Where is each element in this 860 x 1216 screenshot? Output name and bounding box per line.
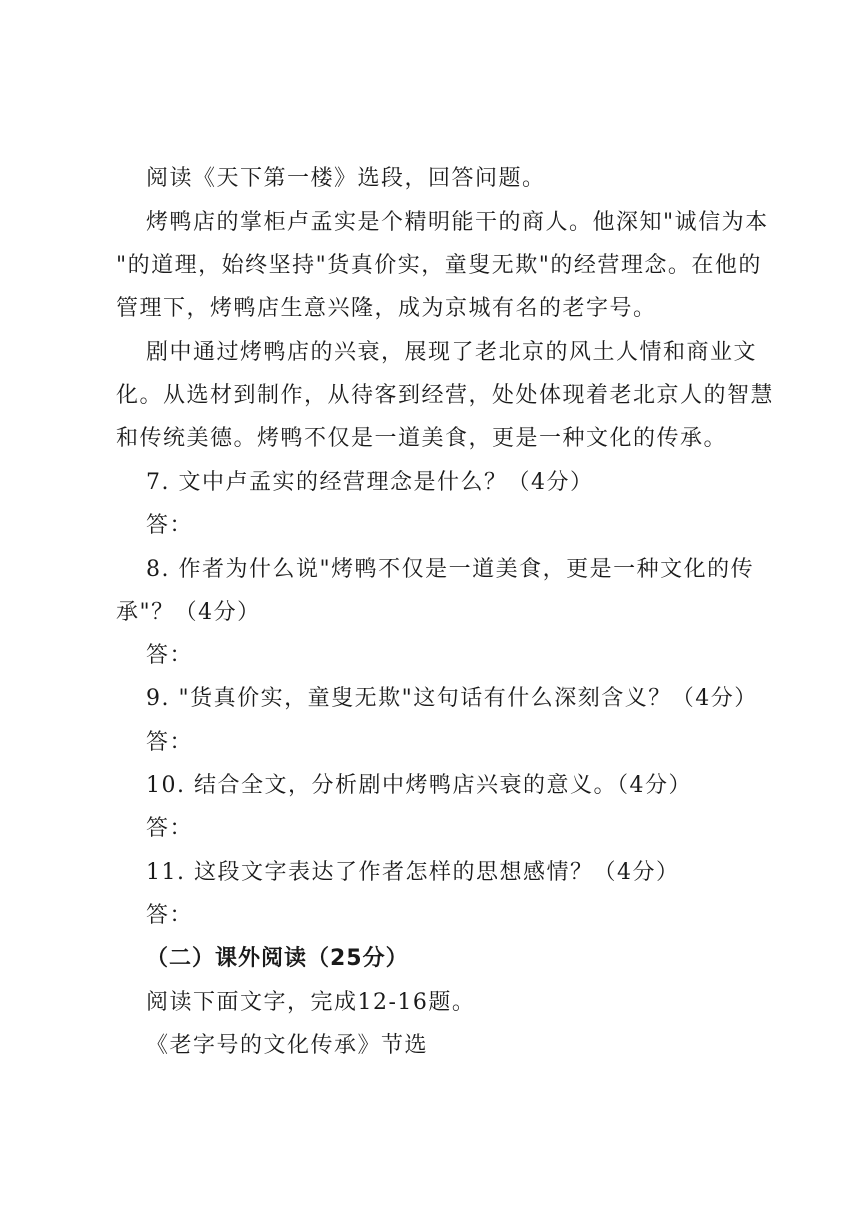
passage-paragraph-1-line-3: 管理下，烤鸭店生意兴隆，成为京城有名的老字号。	[116, 296, 657, 321]
question-8-line-1: 8. 作者为什么说"烤鸭不仅是一道美食，更是一种文化的传	[146, 557, 755, 582]
section-2-instruction: 阅读下面文字，完成12-16题。	[146, 990, 476, 1015]
answer-9: 答：	[146, 730, 194, 755]
question-10: 10. 结合全文，分析剧中烤鸭店兴衰的意义。（4分）	[146, 773, 692, 798]
question-9: 9. "货真价实，童叟无欺"这句话有什么深刻含义？（4分）	[146, 686, 758, 711]
answer-8: 答：	[146, 643, 194, 668]
question-7: 7. 文中卢孟实的经营理念是什么？（4分）	[146, 470, 594, 495]
answer-11: 答：	[146, 903, 194, 928]
question-11: 11. 这段文字表达了作者怎样的思想感情？（4分）	[146, 860, 680, 885]
passage-paragraph-2-line-2: 化。从选材到制作，从待客到经营，处处体现着老北京人的智慧	[116, 383, 775, 408]
passage-paragraph-2-line-1: 剧中通过烤鸭店的兴衰，展现了老北京的风土人情和商业文	[146, 340, 758, 365]
answer-10: 答：	[146, 816, 194, 841]
passage-paragraph-1-line-1: 烤鸭店的掌柜卢孟实是个精明能干的商人。他深知"诚信为本	[146, 210, 769, 235]
section-2-heading: （二）课外阅读（25分）	[146, 946, 409, 971]
passage-paragraph-1-line-2: "的道理，始终坚持"货真价实，童叟无欺"的经营理念。在他的	[116, 253, 762, 278]
reading-instruction: 阅读《天下第一楼》选段，回答问题。	[146, 166, 546, 191]
answer-7: 答：	[146, 513, 194, 538]
passage-paragraph-2-line-3: 和传统美德。烤鸭不仅是一道美食，更是一种文化的传承。	[116, 426, 728, 451]
question-8-line-2: 承"？（4分）	[116, 600, 261, 625]
section-2-passage-title: 《老字号的文化传承》节选	[146, 1033, 429, 1058]
